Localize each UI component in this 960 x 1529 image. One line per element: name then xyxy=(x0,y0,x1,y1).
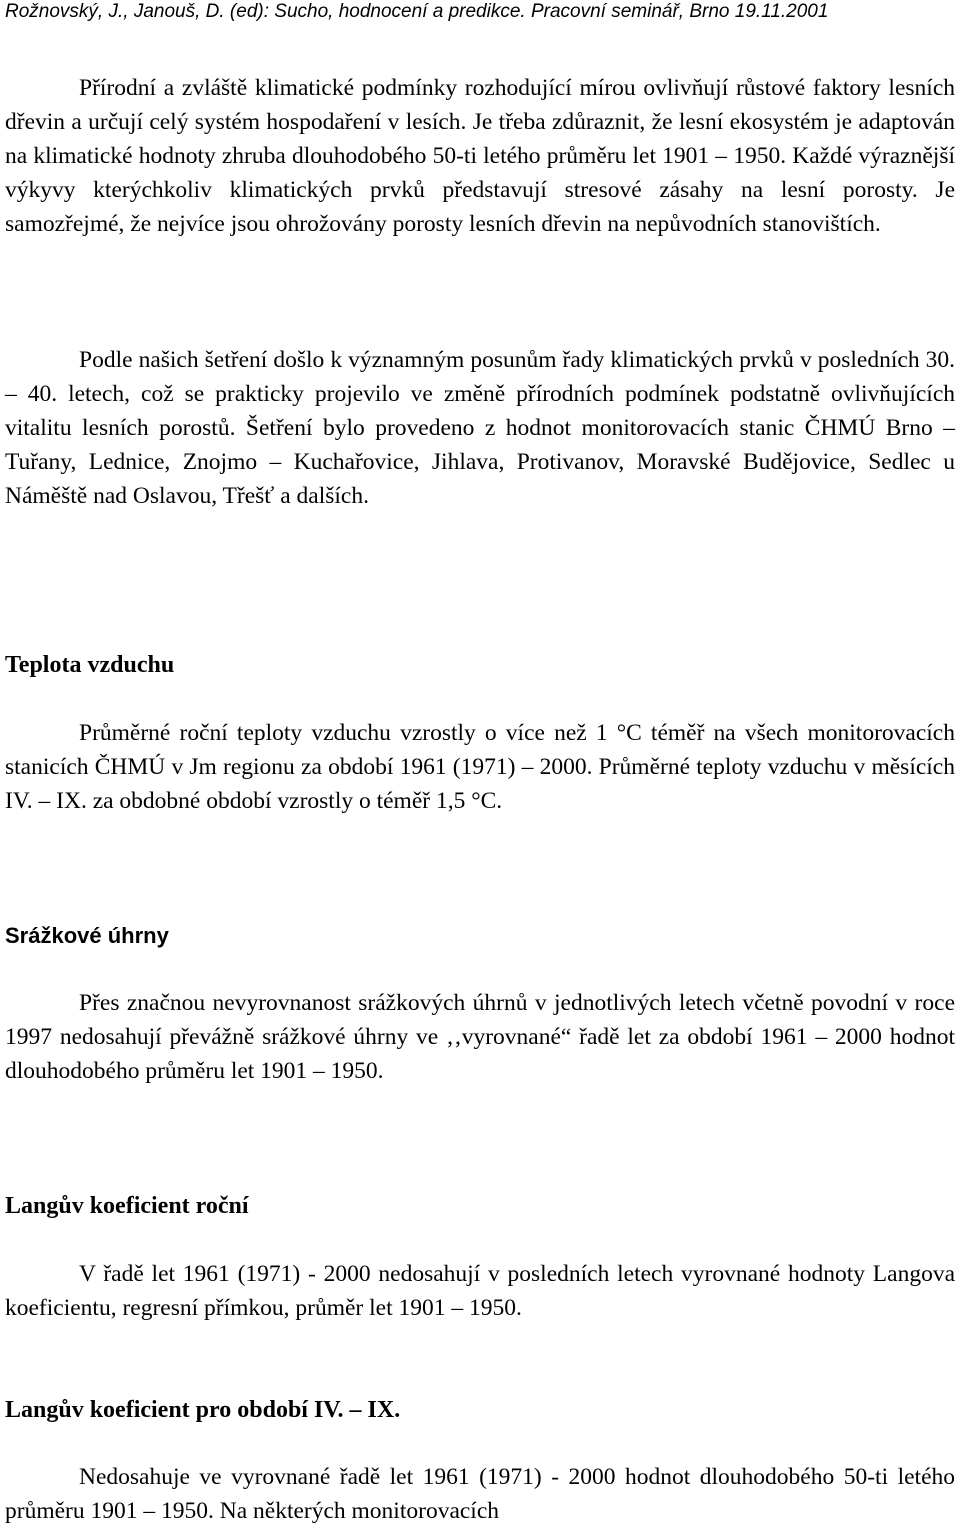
section-title-temperature: Teplota vzduchu xyxy=(5,652,175,678)
section-title-lang-annual: Langův koeficient roční xyxy=(5,1193,249,1219)
section-title-precipitation: Srážkové úhrny xyxy=(5,923,169,948)
section-text-precipitation: Přes značnou nevyrovnanost srážkových úhrnů v jednotlivých letech včetně povodní v roce 1997 nedosahují převážně srážkové úhrny ve ‚‚vyrovnané“ řadě let za období 1961 – 2000 hodnot dlouhodobého průměru let 1901 – 1950. xyxy=(5,990,955,1084)
intro-paragraph xyxy=(5,71,955,241)
running-header: Rožnovský, J., Janouš, D. (ed): Sucho, hodnocení a predikce. Pracovní seminář, Brno 19.11.2001 xyxy=(5,1,829,22)
intro-paragraph-2: Podle našich šetření došlo k významným posunům řady klimatických prvků v posledních 30. – 40. letech, což se prakticky projevilo ve změně přírodních podmínek podstatně ovlivňujících vitalitu lesních porostů. Šetření bylo provedeno z hodnot monitorovacích stanic ČHMÚ Brno – Tuřany, Lednice, Znojmo – Kuchařovice, Jihlava, Protivanov, Moravské Budějovice, Sedlec u Náměště nad Oslavou, Třešť a dalších. xyxy=(5,347,955,509)
section-text-lang-season: Nedosahuje ve vyrovnané řadě let 1961 (1971) - 2000 hodnot dlouhodobého 50-ti letého průměru 1901 – 1950. Na některých monitorovacích xyxy=(5,1464,955,1524)
section-text-temperature: Průměrné roční teploty vzduchu vzrostly o více než 1 °C téměř na všech monitorovacích stanicích ČHMÚ v Jm regionu za období 1961 (1971) – 2000. Průměrné teploty vzduchu v měsících IV. – IX. za obdobné období vzrostly o téměř 1,5 °C. xyxy=(5,720,955,814)
intro-paragraph-1-text: Přírodní a zvláště klimatické podmínky rozhodující mírou ovlivňují růstové faktory lesních dřevin a určují celý systém hospodaření v lesích. Je třeba zdůraznit, že lesní ekosystém je adaptován na klimatické hodnoty zhruba dlouhodobého 50-ti letého průměru let 1901 – 1950. Každé výraznější výkyvy kterýchkoliv klimatických prvků představují stresové zásahy na lesní porosty. Je samozřejmé, že nejvíce jsou ohrožovány porosty lesních dřevin na nepůvodních stanovištích. xyxy=(5,75,955,237)
section-text-lang-annual: V řadě let 1961 (1971) - 2000 nedosahují v posledních letech vyrovnané hodnoty Langova koeficientu, regresní přímkou, průměr let 1901 – 1950. xyxy=(5,1261,955,1321)
section-title-lang-season: Langův koeficient pro období IV. – IX. xyxy=(5,1397,401,1423)
